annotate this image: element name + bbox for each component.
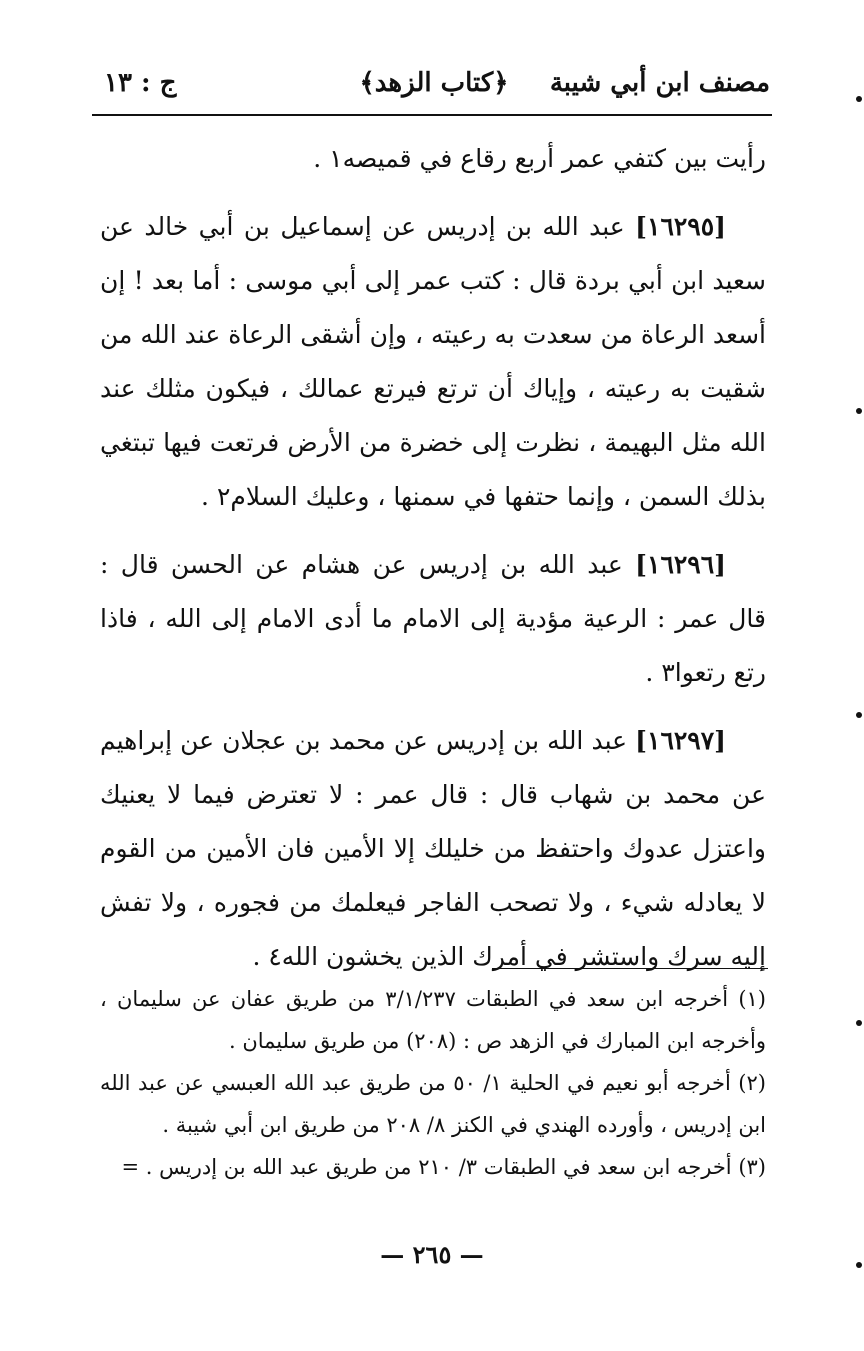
margin-mark	[856, 1262, 862, 1268]
margin-mark	[856, 1020, 862, 1026]
main-text	[100, 132, 766, 998]
hadith-number: [١٦٢٩٥]	[635, 212, 726, 241]
hadith-number: [١٦٢٩٦]	[635, 550, 726, 579]
page-number: — ٢٦٥ —	[380, 1240, 484, 1269]
section-title: ﴿كتاب الزهد﴾	[359, 68, 509, 98]
hadith-16295	[100, 200, 766, 524]
footnote-3: (٣) أخرجه ابن سعد في الطبقات ٣/ ٢١٠ من طريق عبد الله بن إدريس . =	[121, 1155, 766, 1179]
footnote-2: (٢) أخرجه أبو نعيم في الحلية ١/ ٥٠ من طريق عبد الله العبسي عن عبد الله ابن إدريس ، وأورده الهندي في الكنز ٨/ ٢٠٨ من طريق ابن أبي شيبة .	[100, 1071, 766, 1137]
hadith-text: عبد الله بن إدريس عن محمد بن عجلان عن إبراهيم عن محمد بن شهاب قال : قال عمر : لا تعترض فيما لا يعنيك واعتزل عدوك واحتفظ من خليلك إلا الأمين فان الأمين من القوم لا يعادله شيء ، ولا تصحب الفاجر فيعلمك من فجوره ، ولا تفش إليه سرك واستشر في أمرك الذين يخشون الله٤ .	[100, 726, 766, 971]
hadith-16296	[100, 538, 766, 700]
margin-mark	[856, 96, 862, 102]
paragraph-text: رأيت بين كتفي عمر أربع رقاع في قميصه١ .	[313, 144, 766, 173]
margin-mark	[856, 408, 862, 414]
footnotes	[100, 978, 766, 1188]
hadith-number: [١٦٢٩٧]	[635, 726, 726, 755]
footnote-divider	[492, 968, 768, 969]
header-divider	[92, 114, 772, 116]
footnote-1: (١) أخرجه ابن سعد في الطبقات ٣/١/٢٣٧ من طريق عفان عن سليمان ، وأخرجه ابن المبارك في الزهد ص : (٢٠٨) من طريق سليمان .	[100, 987, 766, 1053]
hadith-text: عبد الله بن إدريس عن هشام عن الحسن قال : قال عمر : الرعية مؤدية إلى الامام ما أدى الامام إلى الله ، فاذا رتع رتعوا٣ .	[100, 550, 766, 687]
hadith-text: عبد الله بن إدريس عن إسماعيل بن أبي خالد عن سعيد ابن أبي بردة قال : كتب عمر إلى أبي موسى : أما بعد ! إن أسعد الرعاة من سعدت به رعيته ، وإن أشقى الرعاة عند الله من شقيت به رعيته ، وإياك أن ترتع فيرتع عمالك ، فيكون مثلك عند الله مثل البهيمة ، نظرت إلى خضرة من الأرض فرتعت فيها تبتغي بذلك السمن ، وإنما حتفها في سمنها ، وعليك السلام٢ .	[100, 212, 766, 511]
page-header	[98, 62, 770, 112]
margin-mark	[856, 712, 862, 718]
book-title: مصنف ابن أبي شيبة	[549, 68, 770, 98]
paragraph-continuation	[100, 132, 766, 186]
hadith-16297	[100, 714, 766, 984]
volume-number: ج : ١٣	[104, 68, 177, 98]
